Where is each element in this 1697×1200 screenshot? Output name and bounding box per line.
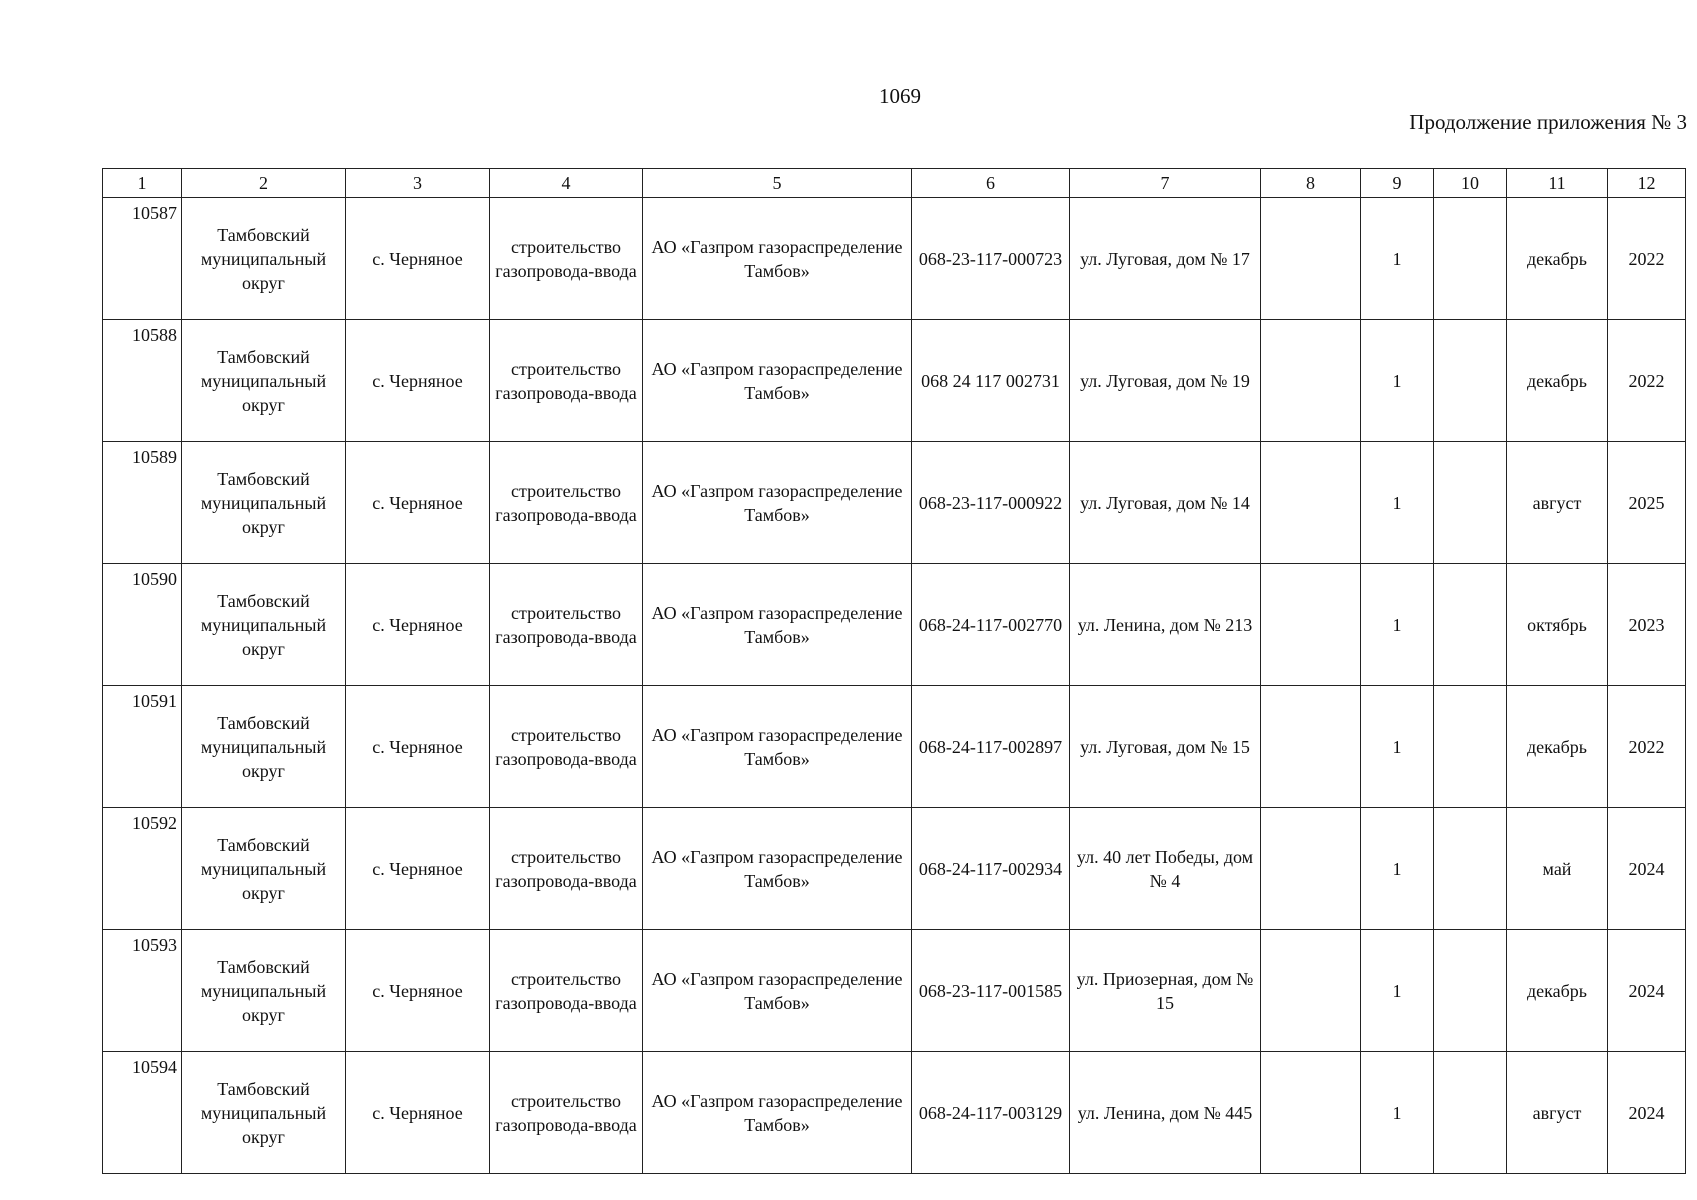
application-number-cell: 068-24-117-003129: [912, 1052, 1070, 1174]
month-cell: май: [1507, 808, 1608, 930]
district-cell: Тамбовский муниципальный округ: [182, 1052, 346, 1174]
data-table: [102, 168, 1686, 1174]
work-type-cell: строительство газопровода-ввода: [490, 564, 643, 686]
column-8-cell: [1261, 442, 1361, 564]
organization-cell: АО «Газпром газораспределение Тамбов»: [643, 686, 912, 808]
column-number-header: 8: [1261, 169, 1361, 198]
column-10-cell: [1434, 1052, 1507, 1174]
district-cell: Тамбовский муниципальный округ: [182, 442, 346, 564]
year-cell: 2025: [1608, 442, 1686, 564]
organization-cell: АО «Газпром газораспределение Тамбов»: [643, 564, 912, 686]
column-number-header: 7: [1070, 169, 1261, 198]
address-cell: ул. Луговая, дом № 19: [1070, 320, 1261, 442]
quantity-cell: 1: [1361, 320, 1434, 442]
page-number: 1069: [879, 84, 921, 108]
column-number-header: 11: [1507, 169, 1608, 198]
table-row: [103, 442, 1686, 564]
table-row: [103, 808, 1686, 930]
work-type-cell: строительство газопровода-ввода: [490, 930, 643, 1052]
table-body: [103, 169, 1686, 1174]
quantity-cell: 1: [1361, 198, 1434, 320]
quantity-cell: 1: [1361, 442, 1434, 564]
year-cell: 2024: [1608, 930, 1686, 1052]
month-cell: октябрь: [1507, 564, 1608, 686]
address-cell: ул. Луговая, дом № 15: [1070, 686, 1261, 808]
application-number-cell: 068-23-117-000922: [912, 442, 1070, 564]
column-number-header: 4: [490, 169, 643, 198]
organization-cell: АО «Газпром газораспределение Тамбов»: [643, 930, 912, 1052]
column-8-cell: [1261, 686, 1361, 808]
table-row: [103, 198, 1686, 320]
column-8-cell: [1261, 930, 1361, 1052]
address-cell: ул. Ленина, дом № 445: [1070, 1052, 1261, 1174]
work-type-cell: строительство газопровода-ввода: [490, 198, 643, 320]
column-number-header: 1: [103, 169, 182, 198]
table-row: [103, 320, 1686, 442]
locality-cell: с. Черняное: [346, 198, 490, 320]
address-cell: ул. Приозерная, дом № 15: [1070, 930, 1261, 1052]
work-type-cell: строительство газопровода-ввода: [490, 808, 643, 930]
organization-cell: АО «Газпром газораспределение Тамбов»: [643, 198, 912, 320]
address-cell: ул. Луговая, дом № 14: [1070, 442, 1261, 564]
locality-cell: с. Черняное: [346, 686, 490, 808]
quantity-cell: 1: [1361, 686, 1434, 808]
locality-cell: с. Черняное: [346, 808, 490, 930]
locality-cell: с. Черняное: [346, 564, 490, 686]
column-10-cell: [1434, 686, 1507, 808]
row-number-cell: 10589: [103, 442, 182, 564]
district-cell: Тамбовский муниципальный округ: [182, 808, 346, 930]
column-number-header: 6: [912, 169, 1070, 198]
table-row: [103, 1052, 1686, 1174]
appendix-continuation-note: Продолжение приложения № 3: [1409, 110, 1687, 134]
year-cell: 2024: [1608, 808, 1686, 930]
column-number-header: 5: [643, 169, 912, 198]
quantity-cell: 1: [1361, 564, 1434, 686]
column-8-cell: [1261, 198, 1361, 320]
row-number-cell: 10594: [103, 1052, 182, 1174]
quantity-cell: 1: [1361, 1052, 1434, 1174]
month-cell: август: [1507, 1052, 1608, 1174]
column-number-header: 10: [1434, 169, 1507, 198]
column-number-header: 3: [346, 169, 490, 198]
locality-cell: с. Черняное: [346, 1052, 490, 1174]
district-cell: Тамбовский муниципальный округ: [182, 686, 346, 808]
year-cell: 2022: [1608, 198, 1686, 320]
row-number-cell: 10593: [103, 930, 182, 1052]
column-10-cell: [1434, 808, 1507, 930]
address-cell: ул. 40 лет Победы, дом № 4: [1070, 808, 1261, 930]
row-number-cell: 10588: [103, 320, 182, 442]
column-10-cell: [1434, 930, 1507, 1052]
year-cell: 2024: [1608, 1052, 1686, 1174]
column-8-cell: [1261, 564, 1361, 686]
month-cell: декабрь: [1507, 930, 1608, 1052]
month-cell: декабрь: [1507, 686, 1608, 808]
locality-cell: с. Черняное: [346, 930, 490, 1052]
month-cell: декабрь: [1507, 320, 1608, 442]
month-cell: декабрь: [1507, 198, 1608, 320]
column-8-cell: [1261, 320, 1361, 442]
row-number-cell: 10591: [103, 686, 182, 808]
year-cell: 2022: [1608, 320, 1686, 442]
application-number-cell: 068 24 117 002731: [912, 320, 1070, 442]
application-number-cell: 068-24-117-002897: [912, 686, 1070, 808]
work-type-cell: строительство газопровода-ввода: [490, 442, 643, 564]
application-number-cell: 068-23-117-000723: [912, 198, 1070, 320]
application-number-cell: 068-24-117-002934: [912, 808, 1070, 930]
organization-cell: АО «Газпром газораспределение Тамбов»: [643, 808, 912, 930]
district-cell: Тамбовский муниципальный округ: [182, 198, 346, 320]
district-cell: Тамбовский муниципальный округ: [182, 930, 346, 1052]
work-type-cell: строительство газопровода-ввода: [490, 320, 643, 442]
address-cell: ул. Луговая, дом № 17: [1070, 198, 1261, 320]
organization-cell: АО «Газпром газораспределение Тамбов»: [643, 442, 912, 564]
column-number-header: 9: [1361, 169, 1434, 198]
district-cell: Тамбовский муниципальный округ: [182, 320, 346, 442]
row-number-cell: 10587: [103, 198, 182, 320]
year-cell: 2022: [1608, 686, 1686, 808]
quantity-cell: 1: [1361, 808, 1434, 930]
column-number-header: 2: [182, 169, 346, 198]
work-type-cell: строительство газопровода-ввода: [490, 686, 643, 808]
organization-cell: АО «Газпром газораспределение Тамбов»: [643, 1052, 912, 1174]
month-cell: август: [1507, 442, 1608, 564]
column-10-cell: [1434, 442, 1507, 564]
year-cell: 2023: [1608, 564, 1686, 686]
column-number-header: 12: [1608, 169, 1686, 198]
district-cell: Тамбовский муниципальный округ: [182, 564, 346, 686]
locality-cell: с. Черняное: [346, 442, 490, 564]
application-number-cell: 068-24-117-002770: [912, 564, 1070, 686]
quantity-cell: 1: [1361, 930, 1434, 1052]
row-number-cell: 10590: [103, 564, 182, 686]
column-10-cell: [1434, 320, 1507, 442]
table-row: [103, 930, 1686, 1052]
locality-cell: с. Черняное: [346, 320, 490, 442]
organization-cell: АО «Газпром газораспределение Тамбов»: [643, 320, 912, 442]
column-8-cell: [1261, 808, 1361, 930]
application-number-cell: 068-23-117-001585: [912, 930, 1070, 1052]
column-10-cell: [1434, 198, 1507, 320]
column-number-row: [103, 169, 1686, 198]
address-cell: ул. Ленина, дом № 213: [1070, 564, 1261, 686]
column-10-cell: [1434, 564, 1507, 686]
table-row: [103, 564, 1686, 686]
work-type-cell: строительство газопровода-ввода: [490, 1052, 643, 1174]
column-8-cell: [1261, 1052, 1361, 1174]
table-row: [103, 686, 1686, 808]
row-number-cell: 10592: [103, 808, 182, 930]
